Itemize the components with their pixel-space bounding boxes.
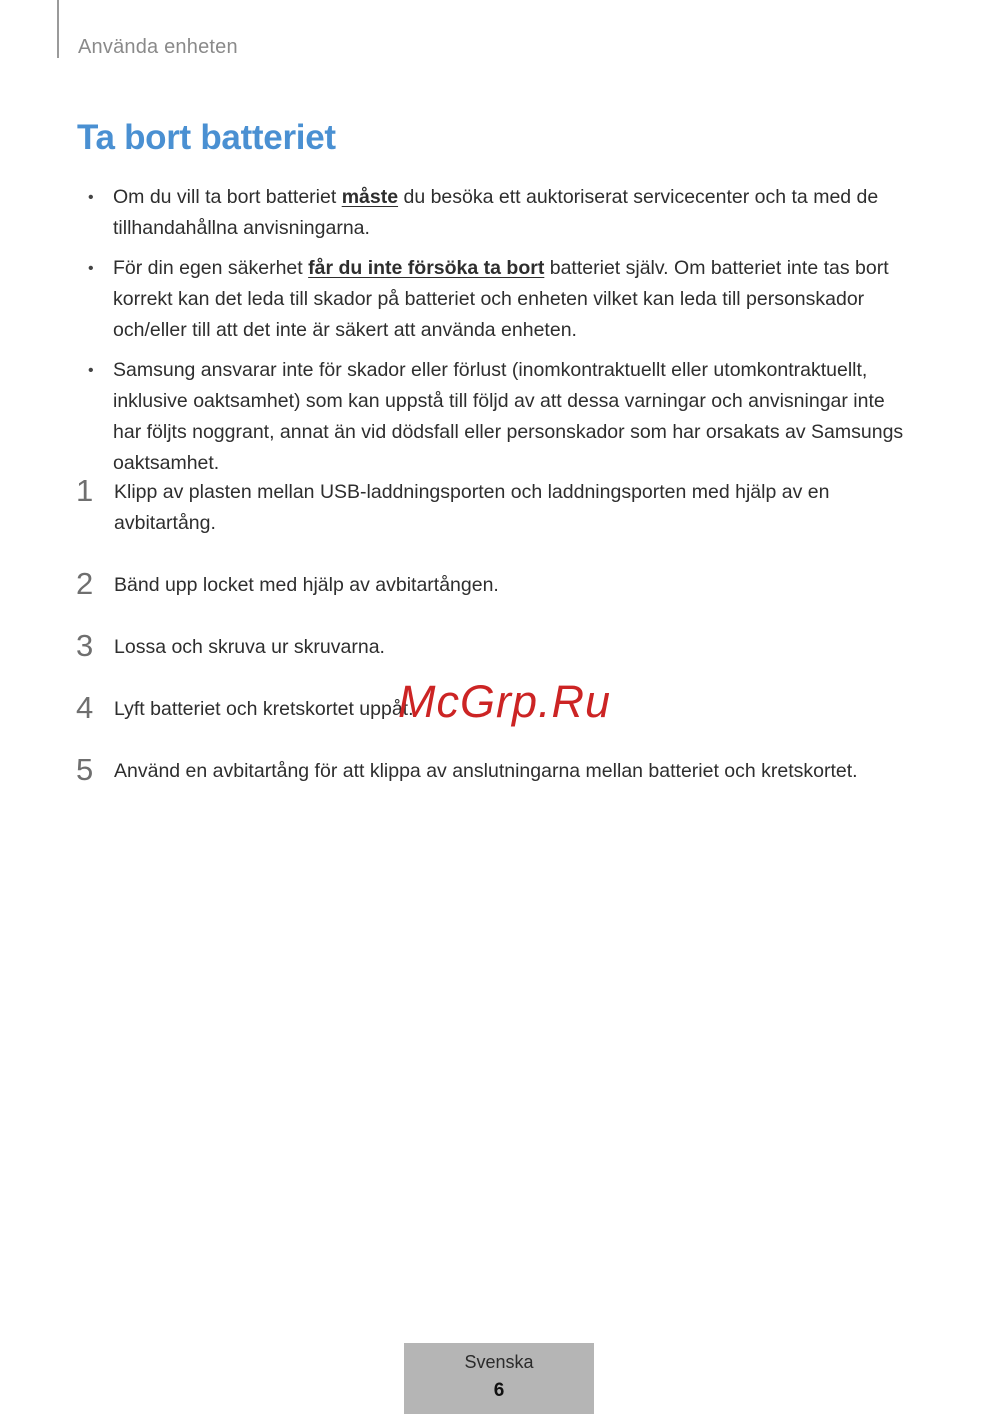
bullet-list bbox=[78, 182, 910, 488]
step-text: Lyft batteriet och kretskortet uppåt. bbox=[114, 698, 414, 720]
step-text: Använd en avbitartång för att klippa av anslutningarna mellan batteriet och kretskortet. bbox=[114, 760, 858, 782]
bullet-item bbox=[78, 355, 910, 479]
step-item bbox=[70, 753, 910, 787]
bullet-dot-icon: • bbox=[88, 362, 94, 379]
page-footer bbox=[404, 1343, 594, 1414]
step-number: 3 bbox=[76, 628, 94, 663]
running-header: Använda enheten bbox=[78, 36, 238, 58]
step-text: Bänd upp locket med hjälp av avbitartången. bbox=[114, 574, 499, 596]
bullet-dot-icon: • bbox=[88, 189, 94, 206]
step-number: 5 bbox=[76, 752, 94, 787]
footer-language: Svenska bbox=[464, 1352, 534, 1372]
watermark: McGrp.Ru bbox=[398, 676, 612, 727]
bullet-item bbox=[78, 253, 910, 346]
header-vertical-rule bbox=[57, 0, 59, 58]
step-item bbox=[70, 474, 910, 539]
step-item bbox=[70, 629, 910, 663]
bullet-dot-icon: • bbox=[88, 260, 94, 277]
step-text: Klipp av plasten mellan USB-laddningsporten och laddningsporten med hjälp av en avbitartång. bbox=[114, 481, 830, 534]
bullet-text: Samsung ansvarar inte för skador eller förlust (inomkontraktuellt eller utomkontraktuellt, inklusive oaktsamhet) som kan uppstå till följd av att dessa varningar och anvisningar inte har följts noggrant, annat än vid dödsfall eller personskador som har orsakats av Samsungs oaktsamhet. bbox=[113, 359, 904, 474]
step-list bbox=[70, 474, 910, 815]
step-number: 2 bbox=[76, 566, 94, 601]
step-number: 1 bbox=[76, 473, 94, 508]
step-number: 4 bbox=[76, 690, 94, 725]
step-item bbox=[70, 567, 910, 601]
page-title: Ta bort batteriet bbox=[77, 118, 336, 157]
bullet-text: För din egen säkerhet får du inte försöka ta bort batteriet själv. Om batteriet inte tas bort korrekt kan det leda till skador på batteriet och enheten vilket kan leda till personskador och/eller till att det inte är säkert att använda enheten. bbox=[113, 257, 889, 341]
bullet-text: Om du vill ta bort batteriet måste du besöka ett auktoriserat servicecenter och ta med de tillhandahållna anvisningarna. bbox=[113, 186, 879, 239]
step-text: Lossa och skruva ur skruvarna. bbox=[114, 636, 385, 658]
bullet-item bbox=[78, 182, 910, 244]
footer-page-number: 6 bbox=[493, 1380, 505, 1401]
